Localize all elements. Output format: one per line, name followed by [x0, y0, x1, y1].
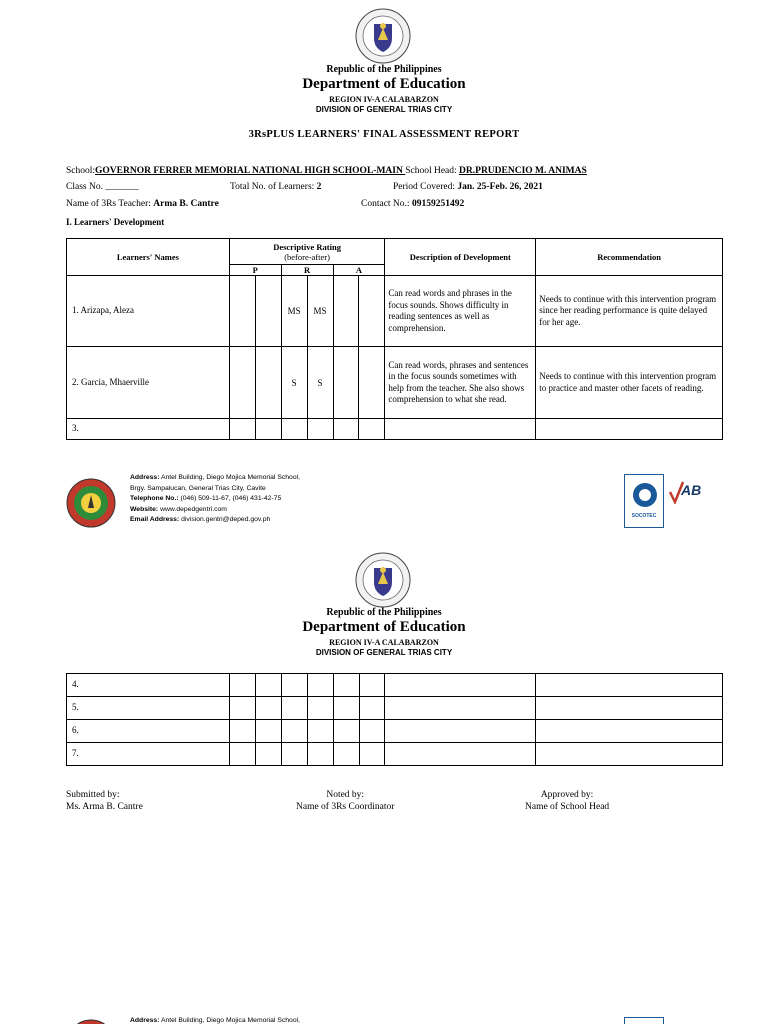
department-title: Department of Education: [302, 619, 466, 635]
learner-name: 6.: [67, 720, 230, 743]
rating-before: S: [281, 347, 307, 419]
col-a: A: [333, 265, 385, 276]
learner-name: 5.: [67, 697, 230, 720]
table-row: [67, 276, 723, 347]
division-logo-icon: [66, 478, 116, 528]
table-row: [67, 674, 723, 697]
learner-name: 4.: [67, 674, 230, 697]
col-r: R: [281, 265, 333, 276]
deped-seal-icon: [355, 552, 411, 608]
learner-name: 7.: [67, 743, 230, 766]
table-row: [67, 419, 723, 440]
col-descriptive-rating: Descriptive Rating (before-after): [229, 239, 385, 265]
learner-name: 1. Arizapa, Aleza: [67, 276, 230, 347]
republic-label: Republic of the Philippines: [326, 64, 442, 75]
rating-after: MS: [307, 276, 333, 347]
table-row: [67, 697, 723, 720]
description-cell: Can read words and phrases in the focus sounds. Shows difficulty in reading sentences as well as comprehension.: [385, 276, 536, 347]
learner-name: 3.: [67, 419, 230, 440]
period-covered: Period Covered: Jan. 25-Feb. 26, 2021: [393, 182, 543, 192]
teacher-line: Name of 3Rs Teacher: Arma B. Cantre: [66, 199, 219, 209]
ab-label: AB: [681, 482, 702, 498]
ab-badge: [668, 478, 708, 524]
recommendation-cell: Needs to continue with this intervention program to practice and master other facets of reading.: [536, 347, 723, 419]
republic-label: Republic of the Philippines: [326, 607, 442, 618]
region-label: REGION IV-A CALABARZON: [329, 95, 439, 104]
col-learners-names: Learners' Names: [67, 239, 230, 276]
school-line: School:GOVERNOR FERRER MEMORIAL NATIONAL HIGH SCHOOL-MAIN School Head: DR.PRUDENCIO M. ANIMAS: [66, 166, 587, 176]
approved-by: Approved by: Name of School Head: [525, 790, 610, 812]
department-title: Department of Education: [302, 76, 466, 92]
table-row: [67, 347, 723, 419]
socotec-badge: [624, 1017, 664, 1024]
learners-table: [66, 238, 723, 440]
division-label: DIVISION OF GENERAL TRIAS CITY: [315, 648, 453, 657]
division-logo-icon: [66, 1019, 116, 1024]
table-row: [67, 720, 723, 743]
col-p: P: [229, 265, 281, 276]
section-title: I. Learners' Development: [66, 217, 165, 227]
report-title: 3RsPLUS LEARNERS' FINAL ASSESSMENT REPORT: [248, 129, 520, 140]
rating-before: MS: [281, 276, 307, 347]
learner-name: 2. Garcia, Mhaerville: [67, 347, 230, 419]
division-label: DIVISION OF GENERAL TRIAS CITY: [315, 105, 453, 114]
contact-line: Contact No.: 09159251492: [361, 199, 465, 209]
region-label: REGION IV-A CALABARZON: [329, 638, 439, 647]
submitted-by: Submitted by: Ms. Arma B. Cantre: [66, 790, 143, 812]
col-description: Description of Development: [385, 239, 536, 276]
class-line: Class No. _______: [66, 182, 139, 192]
rating-after: S: [307, 347, 333, 419]
socotec-badge: [624, 474, 664, 528]
learners-table-continued: [66, 673, 723, 766]
footer-address: Address: Antel Building, Diego Mojica Memorial School, Brgy. Sampalucan, General Trias City, Cavite Telephone No.: (046) 509-11-67, (046) 431-42-75 Website: www.depedgentri.com Email Address: division.gentri@deped.gov.ph: [130, 474, 301, 523]
description-cell: Can read words, phrases and sentences in the focus sounds sometimes with help from the teacher. She also shows comprehension to what she read.: [385, 347, 536, 419]
noted-by: Noted by: Name of 3Rs Coordinator: [296, 790, 395, 812]
total-learners: Total No. of Learners: 2: [230, 182, 322, 192]
deped-seal-icon: [355, 8, 411, 64]
col-recommendation: Recommendation: [536, 239, 723, 276]
socotec-label: SOCOTEC: [631, 513, 657, 519]
table-row: [67, 743, 723, 766]
socotec-logo-icon: [631, 481, 659, 509]
recommendation-cell: Needs to continue with this intervention program since her reading performance is quite delayed for her age.: [536, 276, 723, 347]
footer-address: Address: Antel Building, Diego Mojica Memorial School,: [130, 1017, 301, 1024]
